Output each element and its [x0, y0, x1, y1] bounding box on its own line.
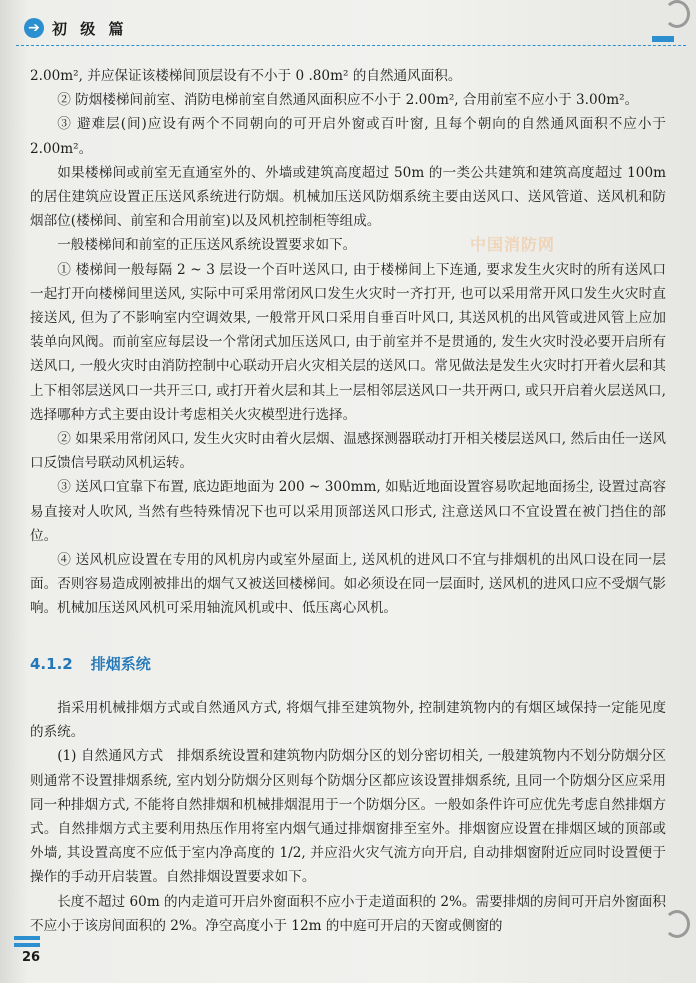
- page-header: [0, 14, 696, 48]
- header-divider: [16, 45, 686, 46]
- paragraph: ① 楼梯间一般每隔 2 ~ 3 层设一个百叶送风口, 由于楼梯间上下连通, 要求发生火灾时的所有送风口一起打开向楼梯间里送风, 实际中可采用常闭风口发生火灾时一齐打开, 也可以采用常开风口发生火灾时直接送风, 但为了不影响室内空调效果, 一般常开风口采用自垂百叶风口, 其送风机的出风管或进风管上应加装单向风阀。而前室应每层设一个常闭式加压送风口, 由于前室并不是贯通的, 发生火灾时没必要开启所有送风口, 一般火灾时由消防控制中心联动开启火灾相关层的送风口。常见做法是发生火灾时打开着火层和其上下相邻层送风口一共开三口, 或打开着火层和其上一层相邻层送风口一共开两口, 或只开启着火层送风口, 选择哪种方式主要由设计考虑相关火灾模型进行选择。: [30, 261, 666, 423]
- header-tab-mark: [652, 36, 674, 42]
- paragraph: 指采用机械排烟方式或自然通风方式, 将烟气排至建筑物外, 控制建筑物内的有烟区域保持一定能见度的系统。: [30, 700, 666, 741]
- paragraph: 如果楼梯间或前室无直通室外的、外墙或建筑高度超过 50m 的一类公共建筑和建筑高度超过 100m 的居住建筑应设置正压送风系统进行防烟。机械加压送风防烟系统主要由送风口、送风管道、送风机和防烟部位(楼梯间、前室和合用前室)以及风机控制柜等组成。: [30, 164, 666, 230]
- section-number: 4.1.2: [30, 655, 73, 673]
- arrow-right-circle-icon: ➔: [24, 18, 44, 38]
- paragraph: 2.00m², 并应保证该楼梯间顶层设有不小于 0 .80m² 的自然通风面积。: [30, 68, 462, 84]
- paragraph: ④ 送风机应设置在专用的风机房内或室外屋面上, 送风机的进风口不宜与排烟机的出风口设在同一层面。否则容易造成刚被排出的烟气又被送回楼梯间。如必须设在同一层面时, 送风机的进风口应不受烟气影响。机械加压送风风机可采用轴流风机或中、低压离心风机。: [30, 552, 666, 617]
- chapter-label: 初 级 篇: [52, 20, 128, 38]
- section-heading: [30, 653, 151, 674]
- paragraph: 一般楼梯间和前室的正压送风系统设置要求如下。: [57, 237, 357, 254]
- paragraph: ② 如果采用常闭风口, 发生火灾时由着火层烟、温感探测器联动打开相关楼层送风口, 然后由任一送风口反馈信号联动风机运转。: [30, 431, 666, 472]
- body-text-bottom: [30, 696, 666, 938]
- paragraph: 长度不超过 60m 的内走道可开启外窗面积不应小于走道面积的 2%。需要排烟的房间可开启外窗面积不应小于该房间面积的 2%。净空高度小于 12m 的中庭可开启的天窗或侧窗的: [30, 893, 666, 934]
- paragraph: ② 防烟楼梯间前室、消防电梯前室自然通风面积应不小于 2.00m², 合用前室不应小于 3.00m²。: [57, 92, 639, 109]
- page-number: 26: [22, 950, 41, 965]
- body-text-top: [30, 64, 666, 621]
- paragraph: (1) 自然通风方式 排烟系统设置和建筑物内防烟分区的划分密切相关, 一般建筑物内不划分防烟分区则通常不设置排烟系统, 室内划分防烟分区则每个防烟分区都应该设置排烟系统, 且同一个防烟分区应采用同一种排烟方式, 不能将自然排烟和机械排烟混用于一个防烟分区。一般如条件许可应优先考虑自然排烟方式。自然排烟方式主要利用热压作用将室内烟气通过排烟窗排至室外。排烟窗应设置在排烟区域的顶部或外墙, 其设置高度不应低于室内净高度的 1/2, 并应沿火灾气流方向开启, 自动排烟窗附近应同时设置便于操作的手动开启装置。自然排烟设置要求如下。: [30, 748, 666, 886]
- footer-marker: [14, 936, 40, 947]
- binding-ring: [664, 910, 690, 938]
- paragraph: ③ 送风口宜靠下布置, 底边距地面为 200 ~ 300mm, 如贴近地面设置容易吹起地面扬尘, 设置过高容易直接对人吹风, 当然有些特殊情况下也可以采用顶部送风口形式, 注意送风口不宜设置在被门挡住的部位。: [30, 479, 666, 544]
- paragraph: ③ 避难层(间)应设有两个不同朝向的可开启外窗或百叶窗, 且每个朝向的自然通风面积不应小于 2.00m²。: [30, 116, 666, 157]
- section-title: 排烟系统: [90, 655, 151, 673]
- watermark: 中国消防网: [470, 235, 556, 254]
